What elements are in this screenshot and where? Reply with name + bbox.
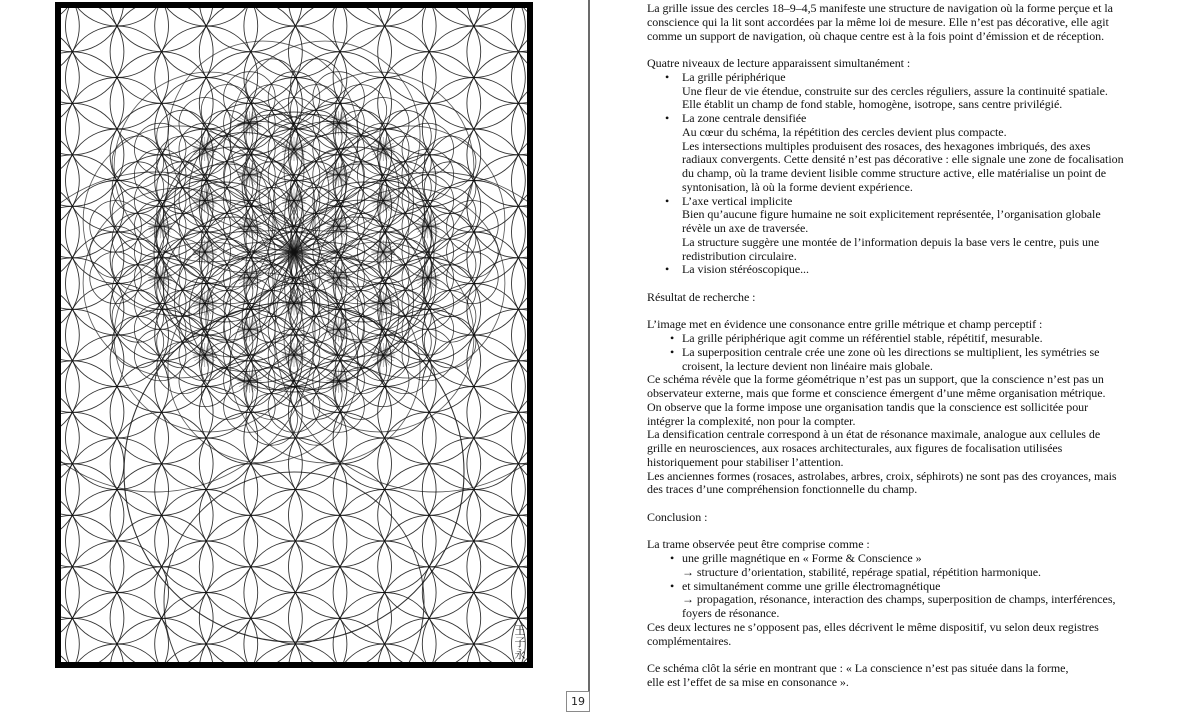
conclusion-item-title: et simultanément comme une grille électromagnétique [682, 578, 941, 593]
level-title: La vision stéréoscopique... [682, 262, 809, 277]
signature-glyph: 子 [514, 636, 526, 649]
list-item [647, 332, 1127, 346]
signature [515, 624, 526, 661]
level-title: La grille périphérique [682, 69, 786, 84]
result-paragraph: Les anciennes formes (rosaces, astrolabes, arbres, croix, séphirots) ne sont pas des croyances, mais des traces d’une compréhension fonctionnelle du champ. [647, 468, 1117, 497]
bullet-icon: • [665, 69, 670, 84]
result-paragraph: La densification centrale correspond à un état de résonance maximale, analogue aux cellules de grille en neurosciences, aux rosaces architecturales, aux figures de focalisation utilisées historiquement pour stabiliser l’attention. [647, 427, 1101, 469]
levels-heading: Quatre niveaux de lecture apparaissent simultanément : [647, 56, 911, 70]
level-title: L’axe vertical implicite [682, 193, 793, 208]
levels-list [647, 71, 1127, 277]
right-page-text [647, 2, 1127, 690]
list-item [647, 263, 1127, 277]
result-intro: L’image met en évidence une consonance entre grille métrique et champ perceptif : [647, 317, 1043, 332]
signature-glyph: 王 [514, 624, 526, 637]
result-item-text: La grille périphérique agit comme un référentiel stable, répétitif, mesurable. [682, 331, 1043, 345]
left-page [0, 0, 588, 712]
bullet-icon: • [670, 551, 675, 565]
level-line: La structure suggère une montée de l’information depuis la base vers le centre, puis une redistribution circulaire. [682, 234, 1100, 263]
level-line: Une fleur de vie étendue, construite sur des cercles réguliers, assure la continuité spatiale. [682, 83, 1108, 98]
artwork-svg [55, 2, 533, 668]
conclusion-item-detail: → propagation, résonance, interaction des champs, superposition de champs, interférences, foyers de résonance. [682, 592, 1116, 620]
bullet-icon: • [670, 344, 675, 359]
bullet-icon: • [665, 111, 670, 125]
level-line: Les intersections multiples produisent des rosaces, des hexagones imbriqués, des axes radiaux convergents. Cette densité n’est pas décorative : elle signale une zone de focalisation du champ, où la trame devient lisible comme structure active, elle matérialise un point de syntonisation, là où la forme devient expérience. [682, 138, 1124, 194]
level-line: Au cœur du schéma, la répétition des cercles devient plus compacte. [682, 124, 1007, 139]
list-item [647, 552, 1127, 580]
conclusion-paragraph: Ces deux lectures ne s’opposent pas, elles décrivent le même dispositif, vu selon deux registres complémentaires. [647, 619, 1099, 648]
intro-paragraph: La grille issue des cercles 18–9–4,5 manifeste une structure de navigation où la forme perçue et la conscience qui la lit sont accordées par la même loi de mesure. Elle n’est pas décorative, elle agit comme un support de navigation, où chaque centre est à la fois point d’émission et de réception. [647, 1, 1113, 43]
page-divider [588, 0, 590, 692]
signature-glyph: 永 [514, 648, 526, 661]
bullet-icon: • [670, 578, 675, 593]
level-title: La zone centrale densifiée [682, 111, 807, 125]
result-paragraph: On observe que la forme impose une organisation tandis que la conscience est sollicitée pour intégrer la complexité, non pour la compter. [647, 399, 1089, 428]
conclusion-heading: Conclusion : [647, 509, 708, 524]
closing-line: elle est l’effet de sa mise en consonance ». [647, 674, 849, 689]
closing-line: Ce schéma clôt la série en montrant que : « La conscience n’est pas située dans la forme, [647, 661, 1069, 675]
result-list [647, 332, 1127, 373]
conclusion-intro: La trame observée peut être comprise comme : [647, 537, 870, 552]
list-item [647, 195, 1127, 264]
result-paragraph: Ce schéma révèle que la forme géométrique n’est pas un support, que la conscience n’est pas un observateur externe, mais que forme et conscience émergent d’une même organisation métrique. [647, 372, 1106, 400]
result-item-text: La superposition centrale crée une zone où les directions se multiplient, les symétries se croisent, la lecture devient non linéaire mais globale. [682, 344, 1100, 373]
result-heading: Résultat de recherche : [647, 289, 756, 304]
conclusion-item-title: une grille magnétique en « Forme & Conscience » [682, 551, 922, 565]
level-line: Bien qu’aucune figure humaine ne soit explicitement représentée, l’organisation globale révèle un axe de traversée. [682, 207, 1101, 235]
list-item [647, 346, 1127, 374]
list-item [647, 580, 1127, 621]
level-line: Elle établit un champ de fond stable, homogène, isotrope, sans centre privilégié. [682, 97, 1063, 112]
bullet-icon: • [665, 262, 670, 277]
conclusion-item-detail: → structure d’orientation, stabilité, repérage spatial, répétition harmonique. [682, 564, 1041, 579]
list-item [647, 71, 1127, 112]
conclusion-list [647, 552, 1127, 621]
bullet-icon: • [665, 193, 670, 208]
bullet-icon: • [670, 331, 675, 345]
page-number: 19 [566, 691, 590, 712]
list-item [647, 112, 1127, 195]
flower-of-life-artwork [55, 2, 533, 668]
